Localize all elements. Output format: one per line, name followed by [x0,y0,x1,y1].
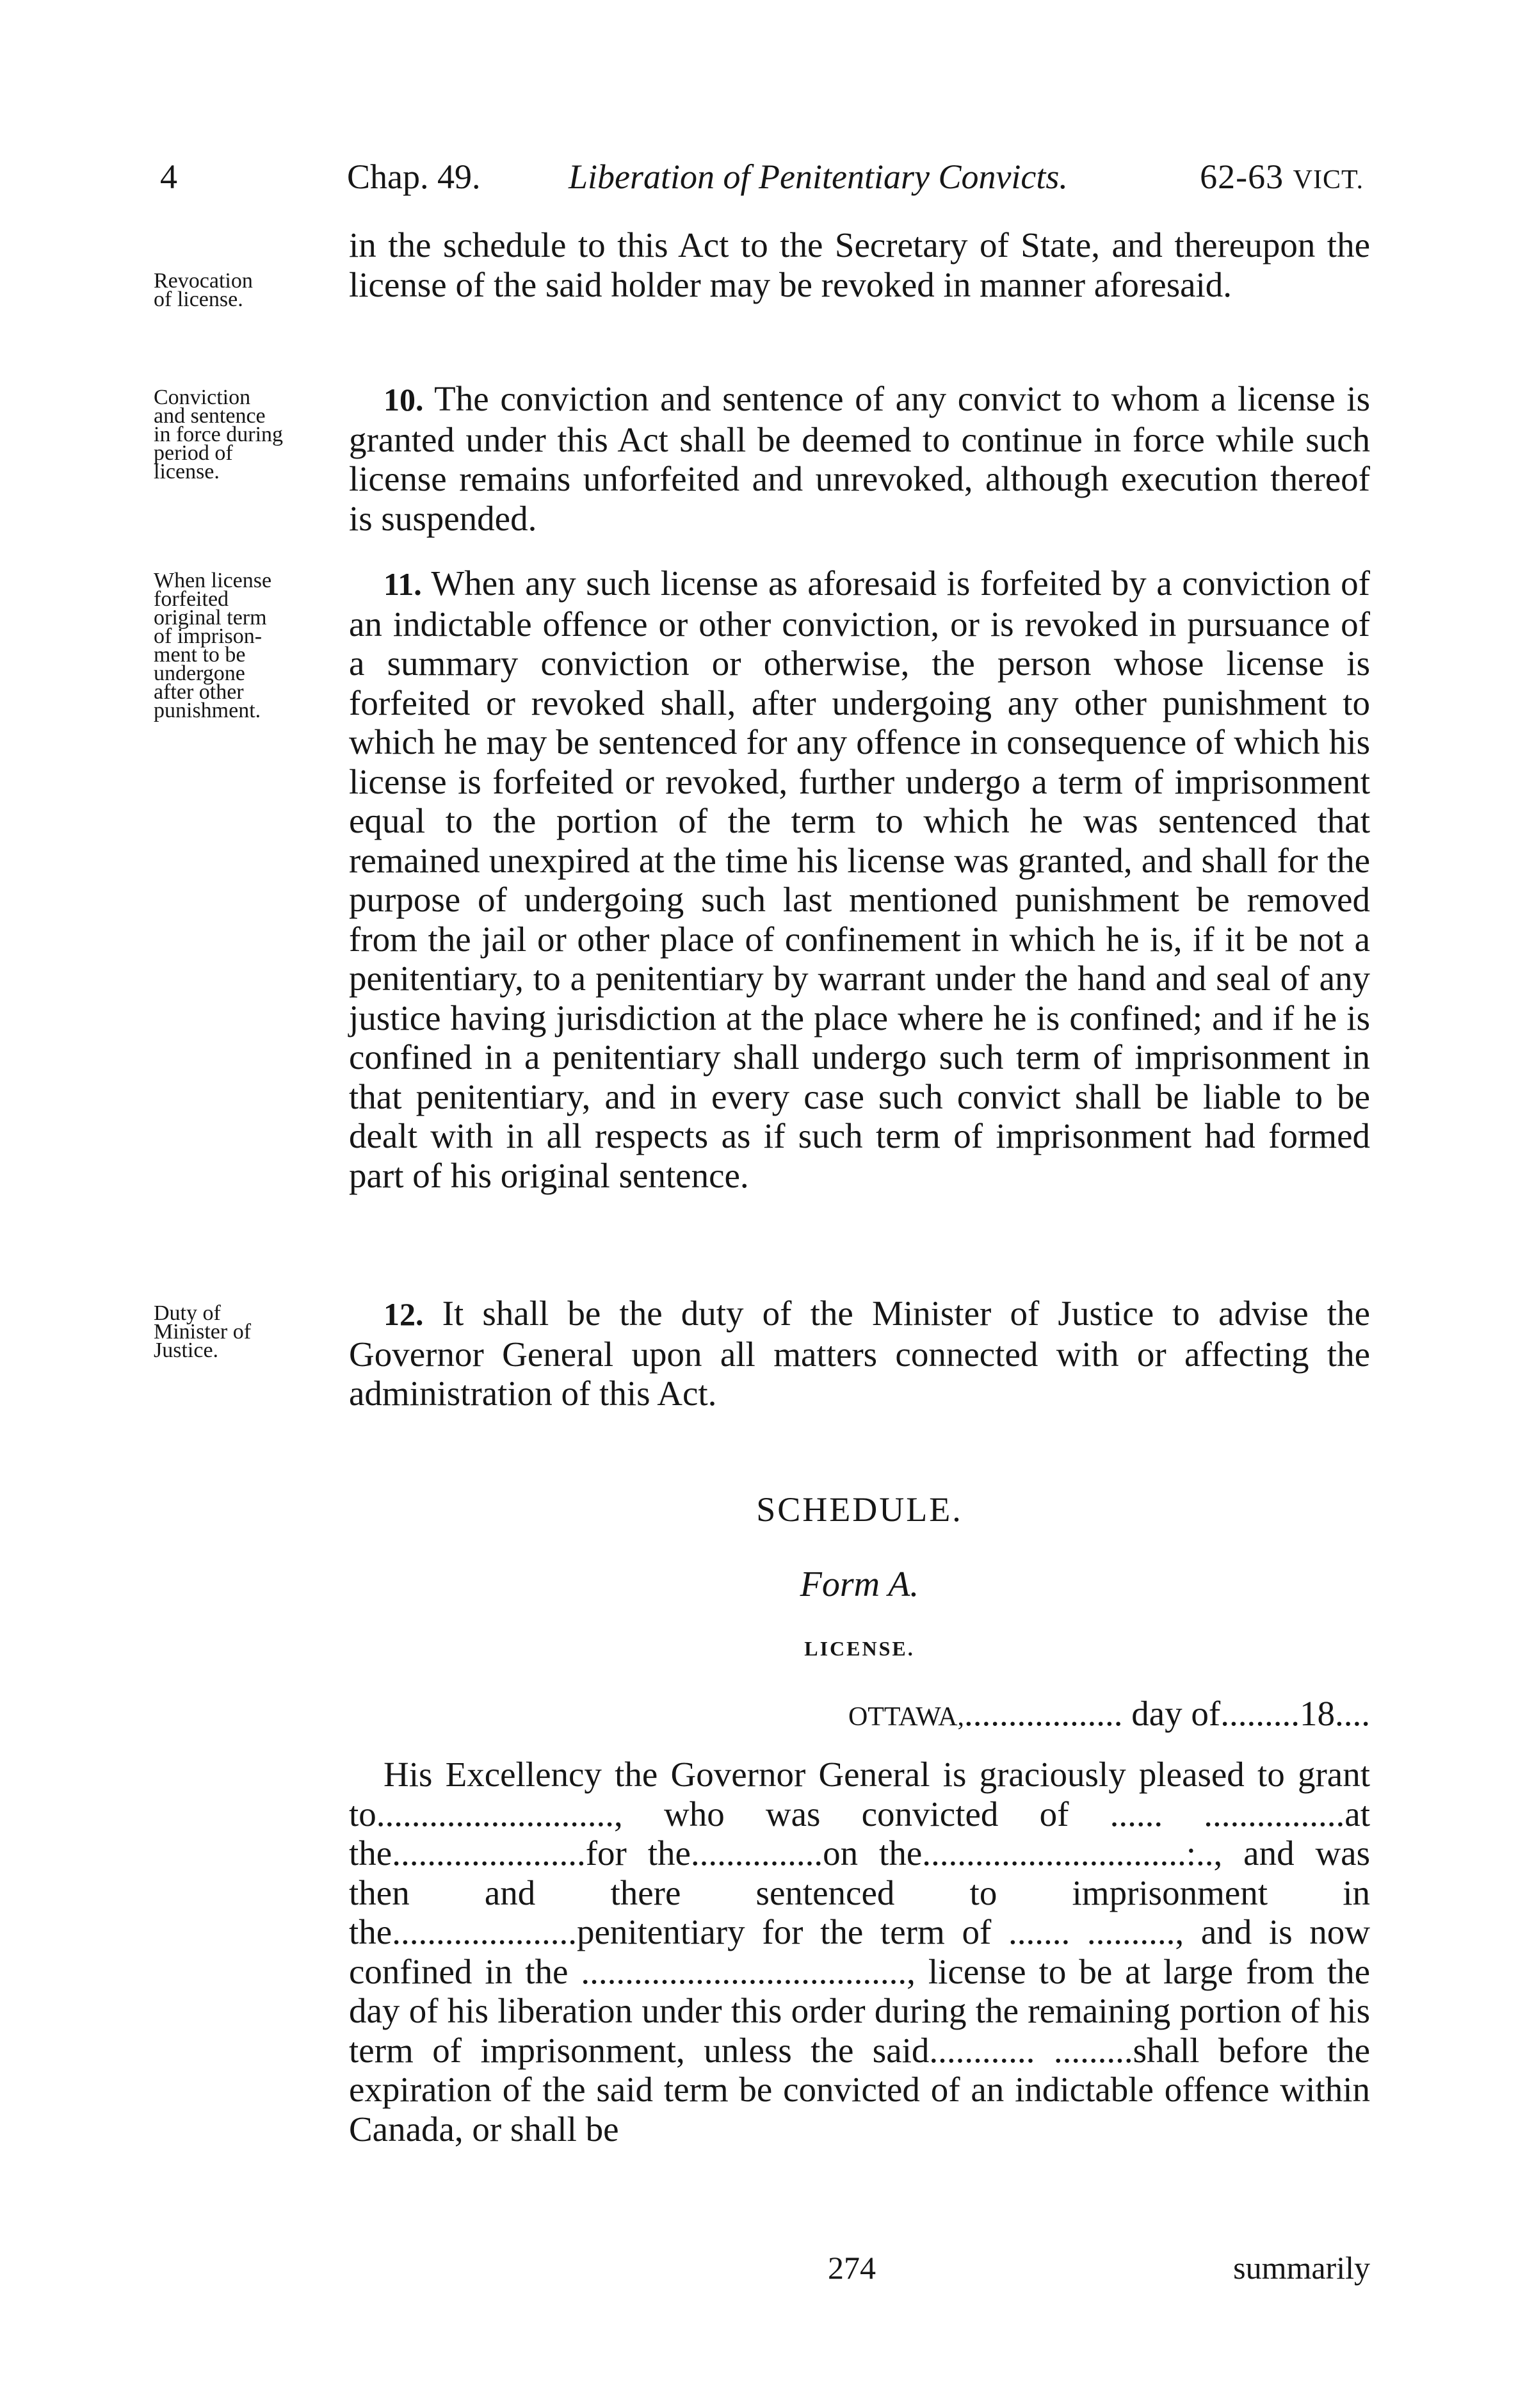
catchword: summarily [1233,2250,1370,2286]
margin-note-line: of license. [154,288,243,311]
running-header [160,151,1364,202]
margin-note-line: original term [154,606,267,630]
section-number: 11. [384,566,422,602]
license-form-text: His Excellency the Governor General is graciously pleased to grant to..........................., who was convicted of ...... ................at the......................for the...............on the..............................:.., and was then and there sentenced to imprisonment in the.....................penitentiary for the term of ....... .........., and is now confined in the ....................................., license to be at large from the day of his liberation under this order during the remaining portion of his term of imprisonment, unless the said............ .........shall before the expiration of the said term be convicted of an indictable offence within Canada, or shall be [349,1755,1370,2149]
margin-note-line: in force during [154,423,284,446]
chapter-label: Chap. 49. [347,158,481,196]
license-heading: LICENSE. [804,1637,915,1660]
paragraph-continued [349,225,1370,304]
folio-number: 274 [828,2250,876,2286]
act-title: Liberation of Penitentiary Convicts. [569,158,1068,196]
section-text: When any such license as aforesaid is forfeited by a conviction of an indictable offence or other conviction, or is revoked in pursuance of a summary conviction or otherwise, the person whose license is forfeited or revoked shall, after undergoing any other punishment to which he may be sentenced for any offence in consequence of which his license is forfeited or revoked, further undergo a term of imprisonment equal to the portion of the term to which he was sentenced that remained unexpired at the time his license was granted, and shall for the purpose of undergoing such last mentioned punishment be removed from the jail or other place of confinement in which he is, if it be not a penitentiary, to a penitentiary by warrant under the hand and seal of any justice having jurisdiction at the place where he is confined; and if he is confined in a penitentiary shall undergo such term of imprisonment in that penitentiary, and in every case such convict shall be liable to be dealt with in all respects as if such term of imprisonment had formed part of his original sentence. [349,564,1370,1195]
section-number: 10. [384,382,424,418]
margin-note-conviction [154,386,327,484]
section-text: It shall be the duty of the Minister of Justice to advise the Governor General upon all matters connected with or affecting the administration of this Act. [349,1294,1371,1413]
margin-note-line: Duty of [154,1301,221,1325]
page-footer [349,2249,1370,2288]
margin-note-line: Revocation [154,269,253,293]
margin-note-line: When license [154,569,272,592]
regnal-year-suffix: VICT. [1293,165,1364,195]
regnal-year-number: 62-63 [1200,158,1284,196]
margin-note-line: Minister of [154,1320,252,1344]
date-line [848,1693,1370,1734]
paragraph-text: in the schedule to this Act to the Secretary of State, and thereupon the license of the said holder may be revoked in manner aforesaid. [349,225,1370,304]
margin-note-line: of imprison- [154,624,262,648]
date-place: OTTAWA, [848,1702,965,1732]
margin-note-line: undergone [154,662,245,685]
margin-note-line: and sentence [154,404,266,428]
schedule-heading: SCHEDULE. [756,1490,963,1529]
margin-note-line: punishment. [154,699,261,722]
section-12 [349,1294,1370,1413]
margin-note-forfeited [154,571,327,720]
license-form-body [349,1755,1370,2149]
section-11 [349,564,1370,1195]
section-10 [349,379,1370,538]
regnal-year [1200,151,1364,206]
section-text: The conviction and sentence of any convict to whom a license is granted under this Act shall be deemed to continue in force while such license remains unforfeited and unrevoked, although execution thereof is suspended. [349,379,1370,538]
section-number: 12. [384,1296,424,1332]
margin-note-line: forfeited [154,587,229,611]
margin-note-duty [154,1301,327,1362]
margin-note-revocation [154,269,327,311]
margin-note-line: Justice. [154,1338,219,1362]
page-number: 4 [160,158,177,196]
margin-note-line: Conviction [154,386,251,409]
margin-note-line: license. [154,460,220,484]
form-heading: Form A. [800,1565,919,1604]
margin-note-line: ment to be [154,643,246,667]
margin-note-line: after other [154,680,244,704]
date-rest: .................. day of.........18.... [964,1694,1370,1733]
margin-note-line: period of [154,441,233,465]
